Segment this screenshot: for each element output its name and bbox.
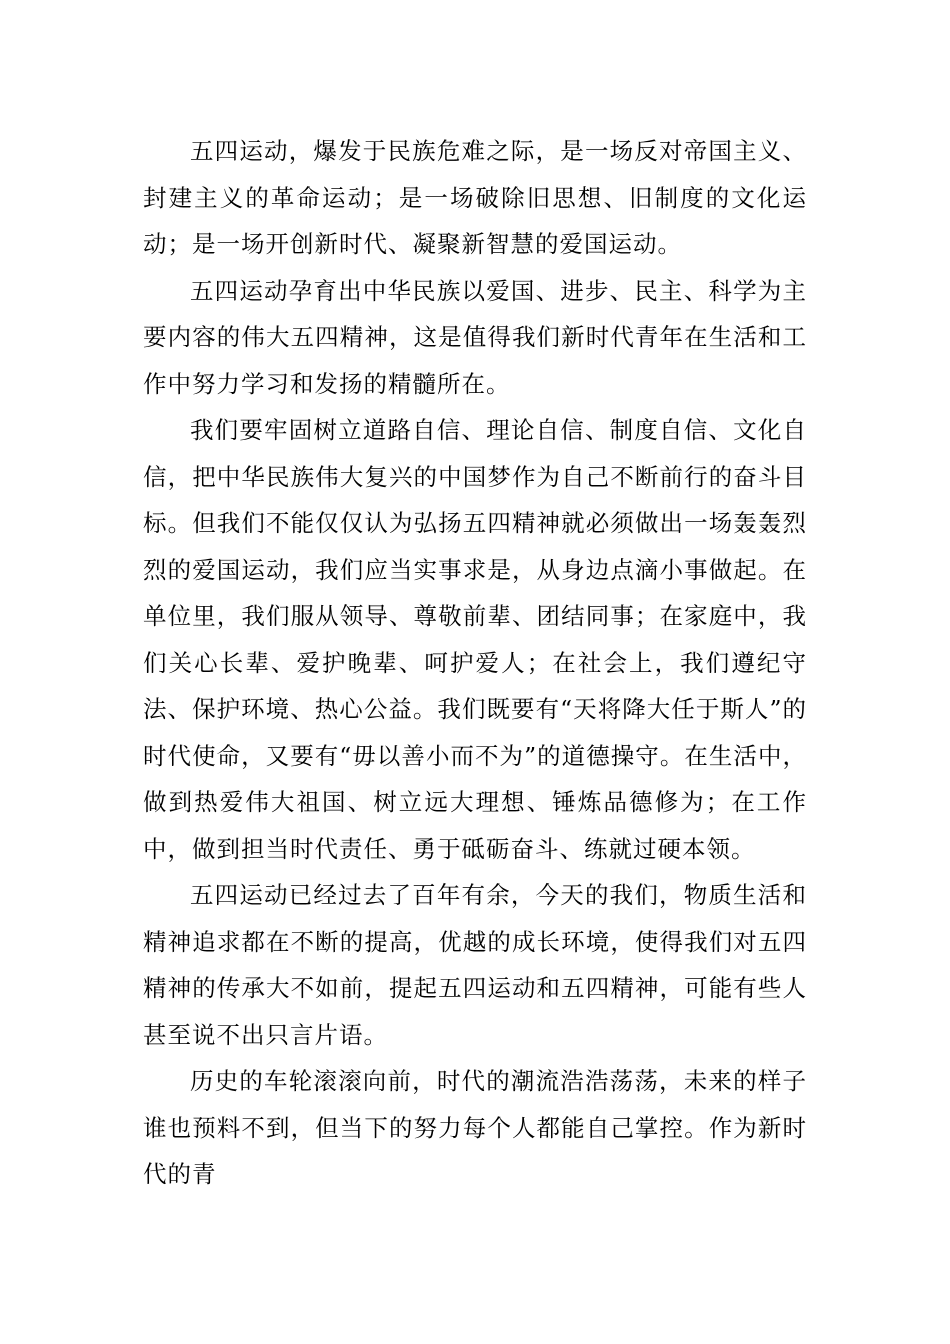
document-body [143, 128, 807, 1198]
paragraph-5: 历史的车轮滚滚向前，时代的潮流浩浩荡荡，未来的样子谁也预料不到，但当下的努力每个人都能自己掌控。作为新时代的青 [143, 1067, 807, 1188]
paragraph-3: 我们要牢固树立道路自信、理论自信、制度自信、文化自信，把中华民族伟大复兴的中国梦作为自己不断前行的奋斗目标。但我们不能仅仅认为弘扬五四精神就必须做出一场轰轰烈烈的爱国运动，我们应当实事求是，从身边点滴小事做起。在单位里，我们服从领导、尊敬前辈、团结同事；在家庭中，我们关心长辈、爱护晚辈、呵护爱人；在社会上，我们遵纪守法、保护环境、热心公益。我们既要有“天将降大任于斯人”的时代使命，又要有“毋以善小而不为”的道德操守。在生活中，做到热爱伟大祖国、树立远大理想、锤炼品德修为；在工作中，做到担当时代责任、勇于砥砺奋斗、练就过硬本领。 [143, 416, 807, 863]
paragraph-1: 五四运动，爆发于民族危难之际，是一场反对帝国主义、封建主义的革命运动；是一场破除旧思想、旧制度的文化运动；是一场开创新时代、凝聚新智慧的爱国运动。 [143, 137, 807, 258]
paragraph-2: 五四运动孕育出中华民族以爱国、进步、民主、科学为主要内容的伟大五四精神，这是值得我们新时代青年在生活和工作中努力学习和发扬的精髓所在。 [143, 276, 807, 398]
paragraph-4: 五四运动已经过去了百年有余，今天的我们，物质生活和精神追求都在不断的提高，优越的成长环境，使得我们对五四精神的传承大不如前，提起五四运动和五四精神，可能有些人甚至说不出只言片语。 [143, 881, 807, 1049]
